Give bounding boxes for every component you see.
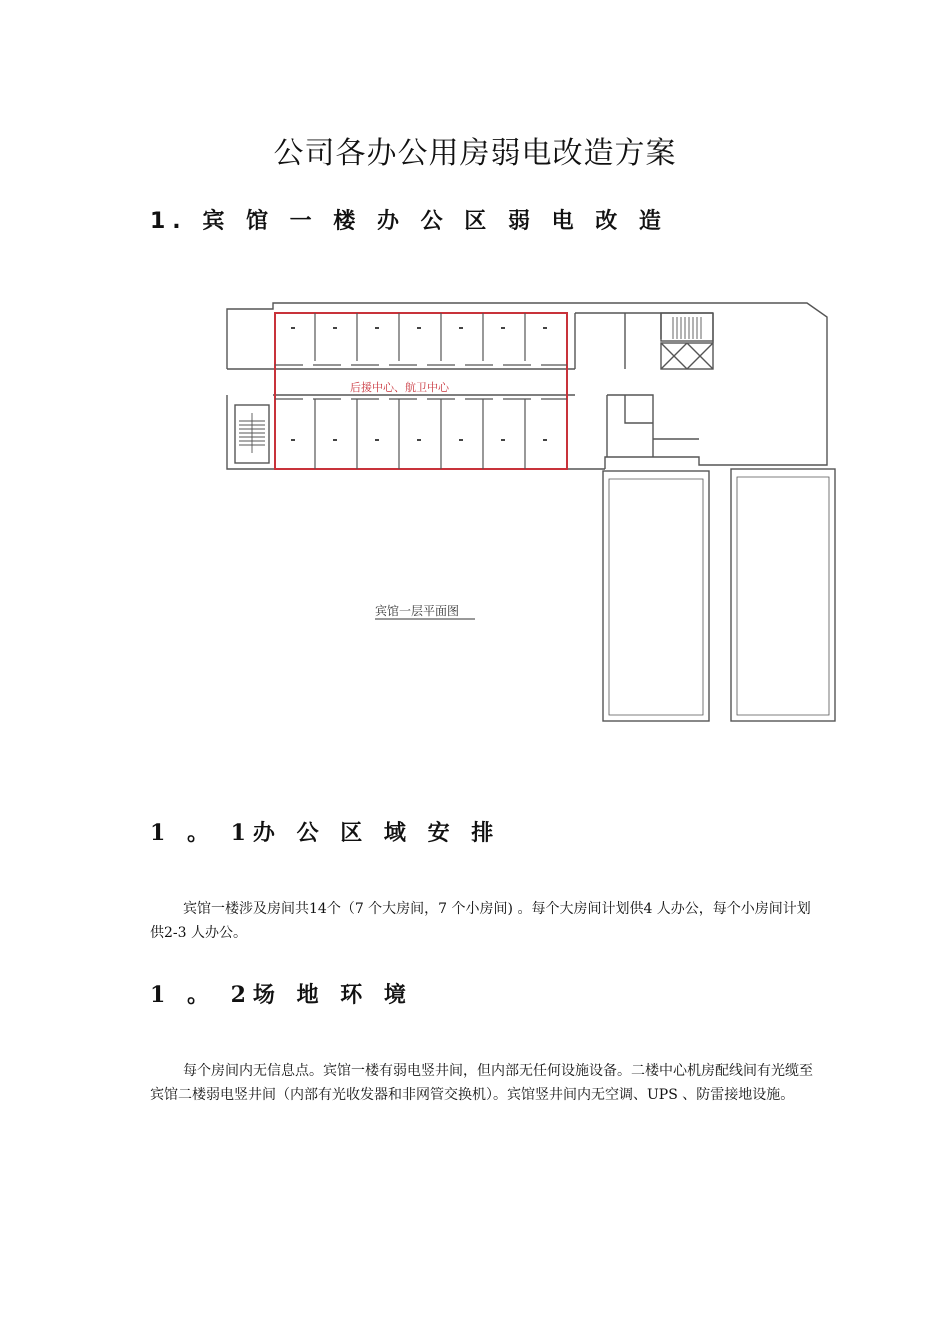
floor-plan-caption: 宾馆一层平面图 [375,604,460,618]
page-title: 公司各办公用房弱电改造方案 [273,136,677,171]
highlight-label: 后援中心、航卫中心 [350,381,449,394]
section-1-1-heading: 1 。 1办 公 区 域 安 排 [150,820,501,846]
section-1-2-paragraph: 每个房间内无信息点。宾馆一楼有弱电竖井间，但内部无任何设施设备。二楼中心机房配线间有光缆至宾馆二楼弱电竖井间（内部有光收发器和非网管交换机）。宾馆竖井间内无空调、UPS 、防雷接地设施。 [150,1063,813,1103]
section-1-2-heading: 1 。 2场 地 环 境 [150,982,413,1008]
floor-plan [195,283,867,765]
section-1-heading: 1. 宾 馆 一 楼 办 公 区 弱 电 改 造 [150,209,668,234]
section-1-1-paragraph: 宾馆一楼涉及房间共14个（7 个大房间，7 个小房间) 。每个大房间计划供4 人办公，每个小房间计划供2-3 人办公。 [150,901,811,941]
